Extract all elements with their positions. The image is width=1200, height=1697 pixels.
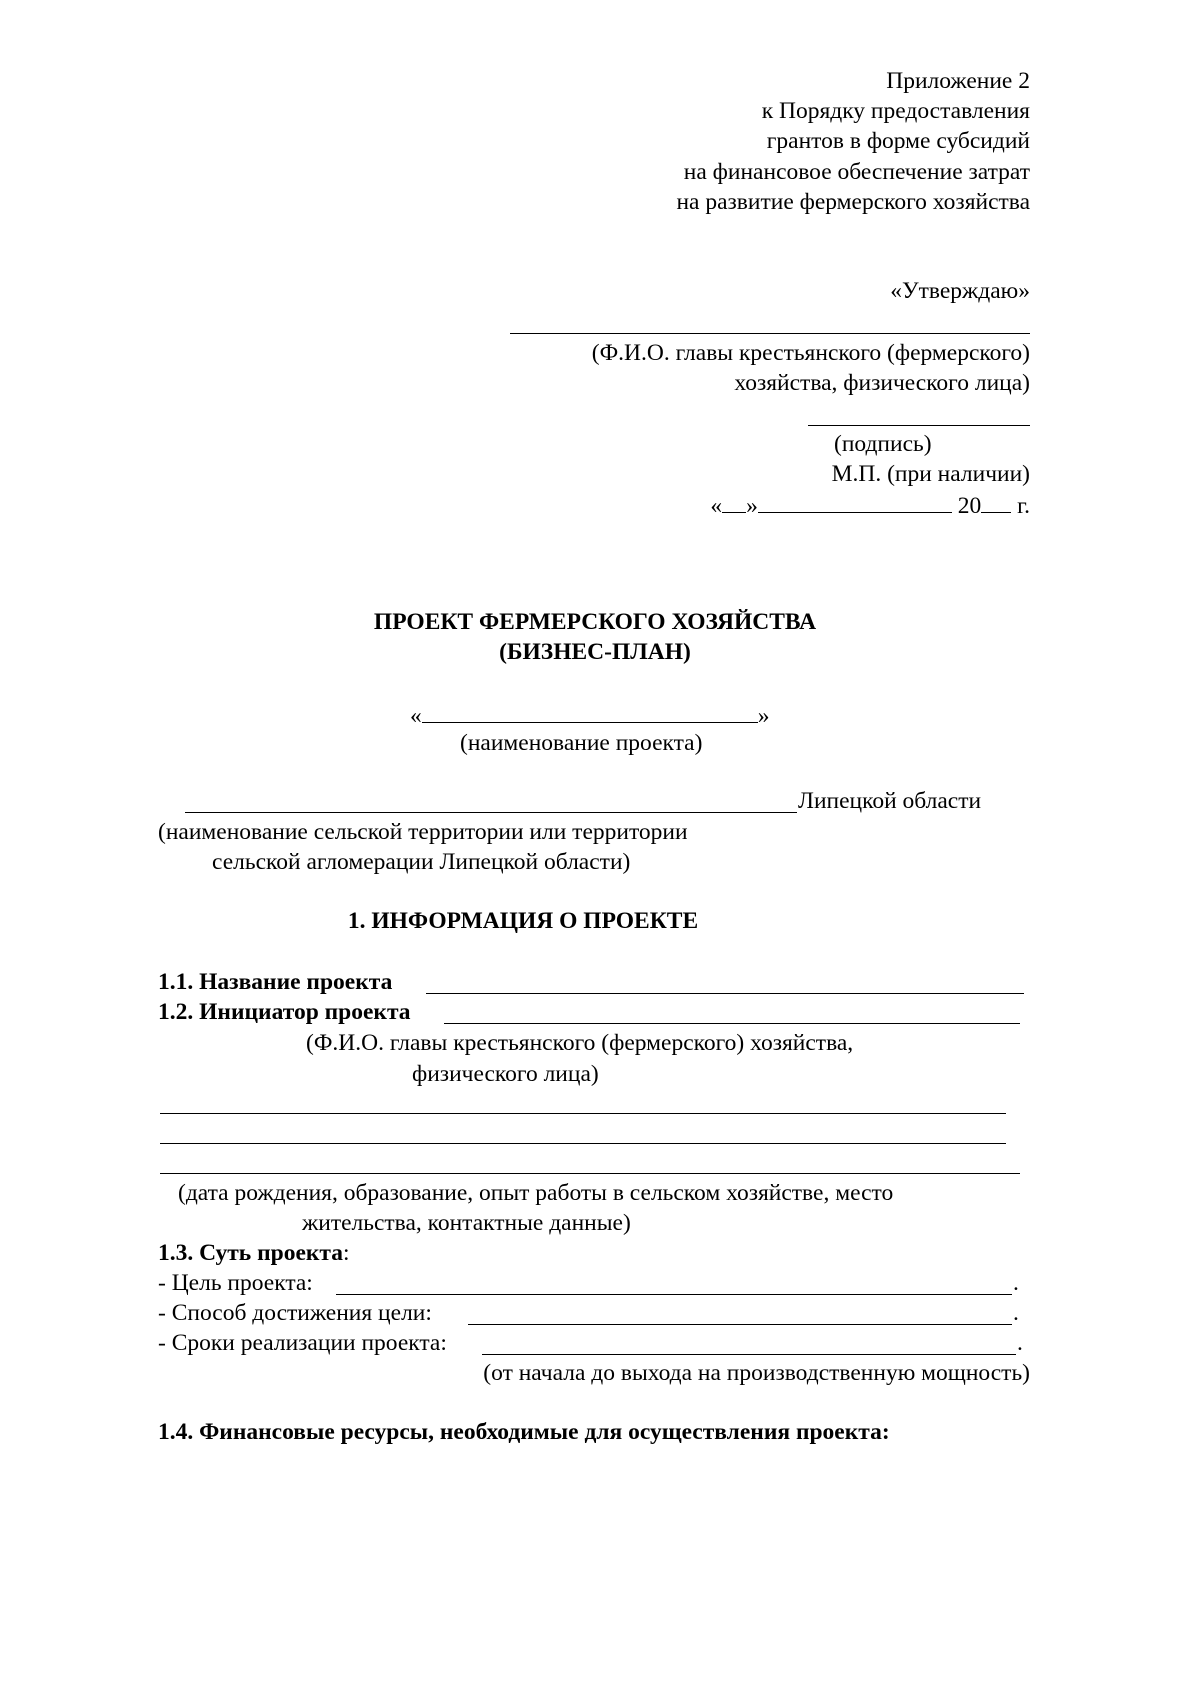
item-financial-resources: 1.4. Финансовые ресурсы, необходимые для осуществления проекта: xyxy=(158,1419,890,1445)
details-caption: (дата рождения, образование, опыт работы в сельском хозяйстве, место xyxy=(178,1180,894,1206)
date-year-suffix: г. xyxy=(1017,493,1030,519)
date-close-quote: » xyxy=(746,493,758,519)
item-project-initiator: 1.2. Инициатор проекта xyxy=(158,999,411,1025)
terms-caption: (от начала до выхода на производственную мощность) xyxy=(483,1360,1030,1386)
project-name-input[interactable] xyxy=(422,700,758,723)
item-project-essence-colon: : xyxy=(343,1240,350,1266)
territory-line[interactable] xyxy=(185,812,797,813)
fio-signature-line[interactable] xyxy=(510,333,1030,334)
goal-period: . xyxy=(1013,1270,1019,1296)
date-month-field[interactable] xyxy=(758,490,952,513)
method-period: . xyxy=(1013,1300,1019,1326)
details-line[interactable] xyxy=(160,1173,1020,1174)
document-subtitle: (БИЗНЕС-ПЛАН) xyxy=(499,639,691,665)
terms-line[interactable] xyxy=(482,1354,1016,1355)
territory-caption: сельской агломерации Липецкой области) xyxy=(212,849,631,875)
project-name-close-quote: » xyxy=(757,703,770,729)
initiator-line[interactable] xyxy=(444,1023,1020,1024)
signature-caption: (подпись) xyxy=(834,431,932,457)
stamp-caption: М.П. (при наличии) xyxy=(831,461,1030,487)
terms-label: - Сроки реализации проекта: xyxy=(158,1330,447,1356)
goal-line[interactable] xyxy=(336,1294,1012,1295)
initiator-caption: физического лица) xyxy=(412,1061,599,1087)
document-title: ПРОЕКТ ФЕРМЕРСКОГО ХОЗЯЙСТВА xyxy=(373,609,817,635)
fio-caption: хозяйства, физического лица) xyxy=(734,370,1030,396)
appendix-line: на развитие фермерского хозяйства xyxy=(676,189,1030,215)
section-heading: 1. ИНФОРМАЦИЯ О ПРОЕКТЕ xyxy=(347,908,699,934)
signature-line[interactable] xyxy=(808,425,1030,426)
details-line[interactable] xyxy=(160,1113,1006,1114)
goal-label: - Цель проекта: xyxy=(158,1270,313,1296)
initiator-caption: (Ф.И.О. главы крестьянского (фермерского) хозяйства, xyxy=(306,1030,854,1056)
project-name-line[interactable] xyxy=(426,993,1024,994)
appendix-number: Приложение 2 xyxy=(886,68,1030,94)
date-open-quote: « xyxy=(710,493,723,519)
details-caption: жительства, контактные данные) xyxy=(302,1210,631,1236)
territory-suffix: Липецкой области xyxy=(798,788,982,814)
terms-period: . xyxy=(1017,1330,1023,1356)
project-name-caption: (наименование проекта) xyxy=(460,730,703,756)
method-line[interactable] xyxy=(468,1324,1012,1325)
details-line[interactable] xyxy=(160,1143,1006,1144)
fio-caption: (Ф.И.О. главы крестьянского (фермерского) xyxy=(591,340,1030,366)
date-day-field[interactable] xyxy=(722,490,746,513)
approval-title: «Утверждаю» xyxy=(890,278,1030,304)
item-project-name: 1.1. Название проекта xyxy=(158,969,393,995)
appendix-line: грантов в форме субсидий xyxy=(766,128,1030,154)
date-year-prefix: 20 xyxy=(957,493,982,519)
project-name-open-quote: « xyxy=(410,703,422,729)
item-project-essence-label: 1.3. Суть проекта xyxy=(158,1240,344,1266)
project-name-field xyxy=(410,700,770,730)
territory-caption: (наименование сельской территории или территории xyxy=(158,819,688,845)
approval-date xyxy=(710,490,1030,520)
item-project-essence xyxy=(158,1239,350,1267)
method-label: - Способ достижения цели: xyxy=(158,1300,432,1326)
appendix-line: на финансовое обеспечение затрат xyxy=(683,159,1030,185)
appendix-line: к Порядку предоставления xyxy=(761,98,1030,124)
date-year-field[interactable] xyxy=(981,490,1011,513)
